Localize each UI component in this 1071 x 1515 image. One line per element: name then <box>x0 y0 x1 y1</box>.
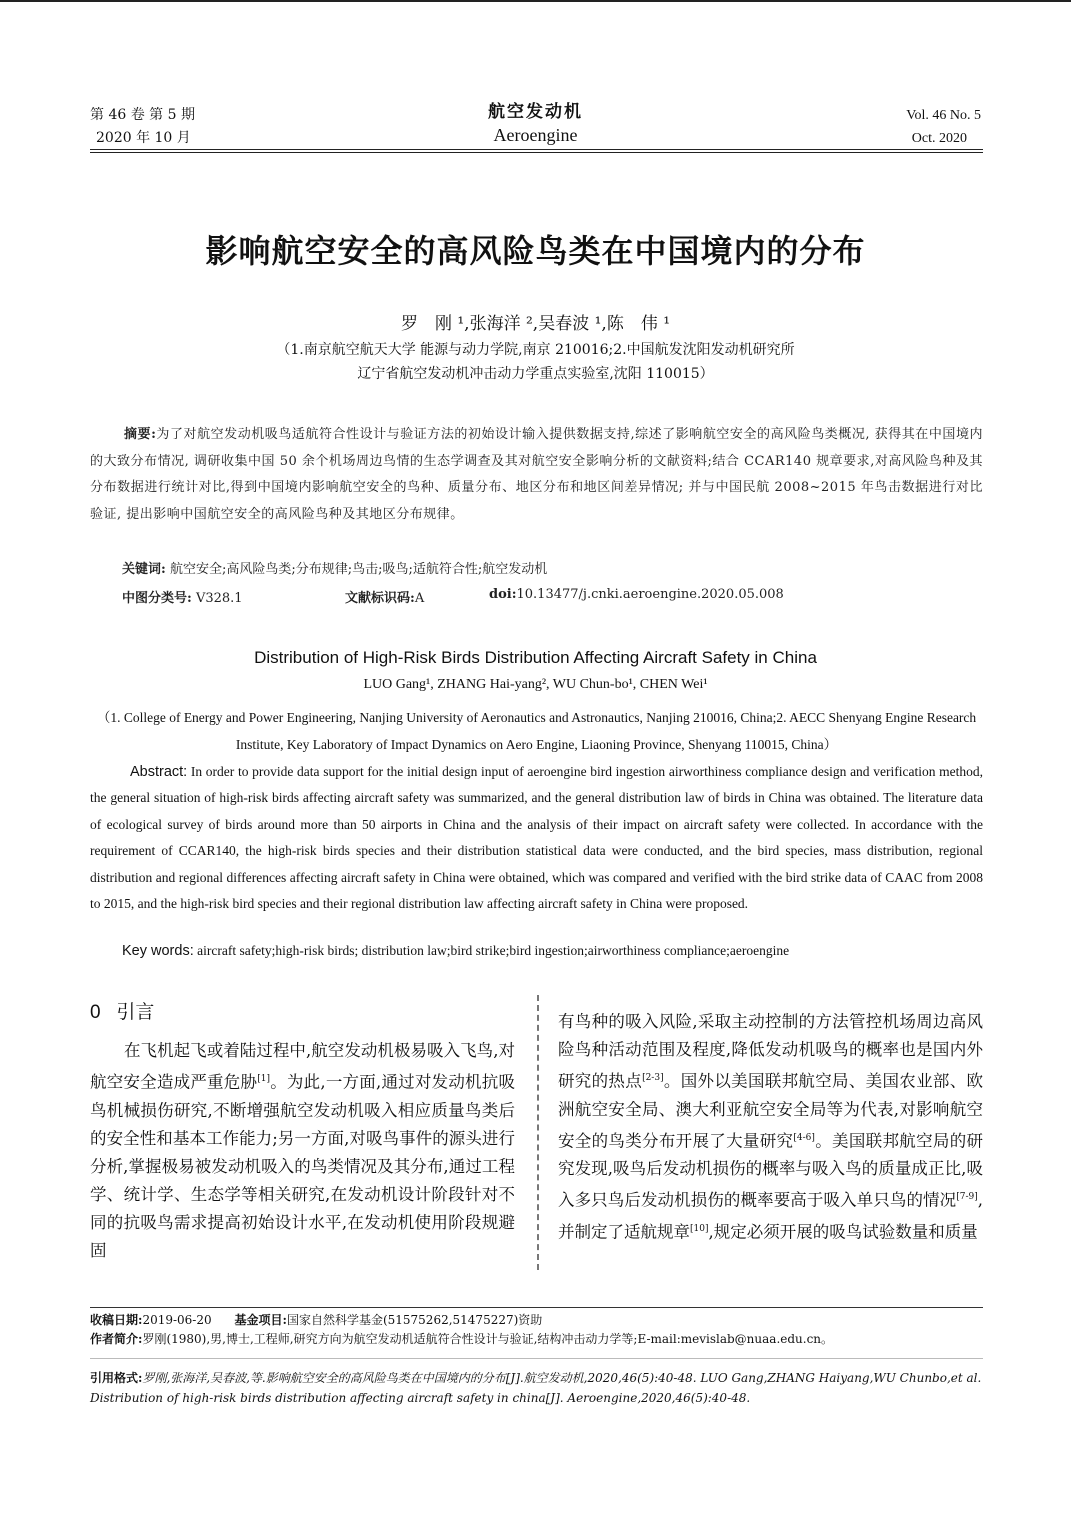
author-bio-text: 罗刚(1980),男,博士,工程师,研究方向为航空发动机适航符合性设计与验证,结构冲击动力学等;E-mail:mevislab@nuaa.edu.cn。 <box>142 1332 834 1346</box>
author-bio-label: 作者简介: <box>90 1332 143 1346</box>
body-column-right <box>558 1008 983 1246</box>
header-rule <box>90 149 983 153</box>
journal-name-cn: 航空发动机 <box>488 102 583 122</box>
journal-name-en: Aeroengine <box>493 125 578 145</box>
document-code <box>345 587 424 606</box>
authors-en: LUO Gang¹, ZHANG Hai-yang², WU Chun-bo¹, CHEN Wei¹ <box>363 677 708 692</box>
abstract-en-label: Abstract: <box>130 764 188 780</box>
abstract-cn-label: 摘要: <box>124 427 157 442</box>
affiliations-cn <box>0 338 1071 386</box>
date-en: Oct. 2020 <box>911 131 967 146</box>
footer-received-fund <box>90 1311 542 1330</box>
keywords-en-label: Key words: <box>122 943 194 959</box>
citation-format <box>90 1368 983 1408</box>
doc-code-value: A <box>414 591 425 606</box>
paper-title-en: Distribution of High-Risk Birds Distribution Affecting Aircraft Safety in China <box>254 648 817 667</box>
footer-rule-2 <box>90 1358 983 1359</box>
citation-ref-1: [1] <box>257 1074 270 1084</box>
affiliations-en: （1. College of Energy and Power Engineering, Nanjing University of Aeronautics and Astronautics, Nanjing 210016, China;2. AECC Shenyang Engine Research Institute, Key Laboratory of Impact Dynamics on Aero Engine, Liaoning Province, Shenyang 110015, China） <box>96 710 977 752</box>
affiliation-line-2: 辽宁省航空发动机冲击动力学重点实验室,沈阳 110015） <box>357 366 714 382</box>
keywords-cn-label: 关键词: <box>122 562 166 577</box>
right-text-1: 有鸟种的吸入风险,采取主动控制的方法管控机场周边高风险鸟种活动范围及程度,降低发动机吸鸟的概率也是国内外研究的热点 <box>558 1012 983 1091</box>
citation-label: 引用格式: <box>90 1371 143 1385</box>
received-label: 收稿日期: <box>90 1313 143 1327</box>
citation-ref-7-9: [7-9] <box>956 1192 978 1202</box>
citation-ref-2-3: [2-3] <box>642 1073 664 1083</box>
section-title: 引言 <box>116 1002 155 1023</box>
received-date: 2019-06-20 <box>142 1313 212 1327</box>
keywords-cn <box>122 558 547 577</box>
keywords-en-text: aircraft safety;high-risk birds; distribution law;bird strike;bird ingestion;airworthiness compliance;aeroengine <box>197 943 790 958</box>
fund-label: 基金项目: <box>234 1313 287 1327</box>
fund-text: 国家自然科学基金(51575262,51475227)资助 <box>286 1313 543 1327</box>
citation-ref-4-6: [4-6] <box>793 1132 815 1143</box>
right-text-2: 。国外以美国联邦航空局、美国农业部、欧洲航空安全局、澳大利亚航空安全局等为代表,对影响航空安全的鸟类分布开展了大量研究 <box>558 1071 984 1150</box>
keywords-cn-text: 航空安全;高风险鸟类;分布规律;鸟击;吸鸟;适航符合性;航空发动机 <box>169 562 548 577</box>
doc-code-label: 文献标识码: <box>345 591 415 606</box>
footer-author-bio <box>90 1330 833 1349</box>
clc-label: 中图分类号: <box>122 591 192 606</box>
authors-cn: 罗 刚 ¹,张海洋 ²,吴春波 ¹,陈 伟 ¹ <box>400 314 671 334</box>
abstract-cn <box>90 422 983 528</box>
section-number: 0 <box>90 1002 101 1023</box>
doi-label: doi: <box>489 587 517 602</box>
body-column-left <box>90 1037 515 1265</box>
section-heading <box>90 997 154 1024</box>
top-border <box>0 0 1071 2</box>
citation-text: 罗刚,张海洋,吴春波,等.影响航空安全的高风险鸟类在中国境内的分布[J].航空发动机,2020,46(5):40-48. LUO Gang,ZHANG Haiyang,WU Chunbo,et al. Distribution of high-risk birds distribution affecting aircraft safety in china[J]. Aeroengine,2020,46(5):40-48. <box>90 1371 982 1405</box>
column-divider <box>537 995 539 1270</box>
abstract-en-text: In order to provide data support for the initial design input of aeroengine bird ingestion airworthiness compliance design and verification method, the general situation of high-risk birds affecting aircraft safety was summarized, and the general distribution law of birds in China was obtained. The literature data of ecological survey of birds around more than 50 airports in China and the analysis of their impact on aircraft safety were collected. In accordance with the requirement of CCAR140, the high-risk birds species and their distribution statistical data were conducted, and the bird species, mass distribution, regional distribution and regional differences affecting aircraft safety in China were obtained, which was compared and verified with the bird strike data of CAAC from 2008 to 2015, and the high-risk bird species and their regional distribution law affecting aircraft safety in China were proposed. <box>90 764 983 912</box>
doi <box>489 587 784 602</box>
clc-number <box>122 587 243 606</box>
citation-ref-10: [10] <box>690 1223 709 1234</box>
clc-value: V328.1 <box>195 591 243 606</box>
intro-paragraph-part-1: 在飞机起飞或着陆过程中,航空发动机极易吸入飞鸟,对航空安全造成严重危胁 <box>90 1041 515 1092</box>
right-text-4: ,并制定了适航规章 <box>558 1190 983 1241</box>
footer-rule <box>90 1307 983 1308</box>
volume-issue-cn: 第 46 卷 第 5 期 <box>90 107 195 123</box>
intro-paragraph-part-2: 。为此,一方面,通过对发动机抗吸鸟机械损伤研究,不断增强航空发动机吸入相应质量鸟类后的安全性和基本工作能力;另一方面,对吸鸟事件的源头进行分析,掌握极易被发动机吸入的鸟类情况及其分布,通过工程学、统计学、生态学等相关研究,在发动机设计阶段针对不同的抗吸鸟需求提高初始设计水平,在发动机使用阶段规避固 <box>90 1072 515 1260</box>
volume-issue-en: Vol. 46 No. 5 <box>906 108 981 123</box>
right-text-3: 。美国联邦航空局的研究发现,吸鸟后发动机损伤的概率与吸入鸟的质量成正比,吸入多只鸟后发动机损伤的概率要高于吸入单只鸟的情况 <box>558 1131 984 1210</box>
affiliation-line-1: （1.南京航空航天大学 能源与动力学院,南京 210016;2.中国航发沈阳发动机研究所 <box>276 342 795 358</box>
date-cn: 2020 年 10 月 <box>96 130 191 146</box>
paper-title-cn: 影响航空安全的高风险鸟类在中国境内的分布 <box>205 232 866 270</box>
abstract-en <box>90 759 983 917</box>
abstract-cn-text: 为了对航空发动机吸鸟适航符合性设计与验证方法的初始设计输入提供数据支持,综述了影响航空安全的高风险鸟类概况, 获得其在中国境内的大致分布情况, 调研收集中国 50 余个机场周边鸟情的生态学调查及其对航空安全影响分析的文献资料;结合 CCAR140 规章要求,对高风险鸟种及其分布数据进行统计对比,得到中国境内影响航空安全的鸟种、质量分布、地区分布和地区间差异情况; 并与中国民航 2008~2015 年鸟击数据进行对比验证, 提出影响中国航空安全的高风险鸟种及其地区分布规律。 <box>90 427 983 522</box>
keywords-en <box>122 943 789 959</box>
right-text-5: ,规定必须开展的吸鸟试验数量和质量 <box>708 1222 978 1241</box>
journal-issue-en <box>906 104 981 150</box>
doi-value: 10.13477/j.cnki.aeroengine.2020.05.008 <box>516 587 784 602</box>
